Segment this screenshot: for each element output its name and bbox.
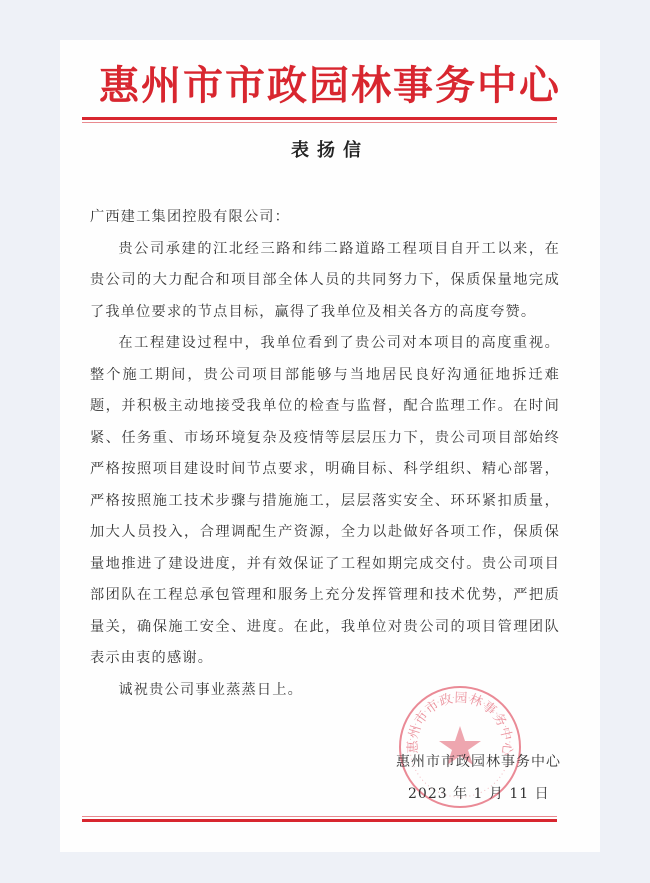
letter-page [60,40,600,852]
letterhead-divider [82,117,557,123]
document-title: 表扬信 [291,140,369,161]
letter-body [90,202,560,706]
signature-organization: 惠州市市政园林事务中心 [396,754,561,770]
closing-wish: 诚祝贵公司事业蒸蒸日上。 [118,681,304,698]
footer-divider [82,816,557,822]
paragraph-2: 在工程建设过程中，我单位看到了贵公司对本项目的高度重视。整个施工期间，贵公司项目部能够与当地居民良好沟通征地拆迁难题，并积极主动地接受我单位的检查与监督，配合监理工作。在时间紧、任务重、市场环境复杂及疫情等层层压力下，贵公司项目部始终严格按照项目建设时间节点要求，明确目标、科学组织、精心部署，严格按照施工技术步骤与措施施工，层层落实安全、环环紧扣质量，加大人员投入，合理调配生产资源，全力以赴做好各项工作，保质保量地推进了建设进度，并有效保证了工程如期完成交付。贵公司项目部团队在工程总承包管理和服务上充分发挥管理和技术优势，严把质量关，确保施工安全、进度。在此，我单位对贵公司的项目管理团队表示由衷的感谢。 [90,335,560,666]
svg-text:惠州市市政园林事务中心: 惠州市市政园林事务中心 [405,690,515,758]
signature-block [396,746,561,810]
paragraph-1: 贵公司承建的江北经三路和纬二路道路工程项目自开工以来，在贵公司的大力配合和项目部全体人员的共同努力下，保质保量地完成了我单位要求的节点目标，赢得了我单位及相关各方的高度夸赞。 [90,240,560,320]
signature-date: 2023 年 1 月 11 日 [408,786,550,802]
salutation: 广西建工集团控股有限公司： [90,209,291,225]
letterhead-title: 惠州市市政园林事务中心 [99,62,561,109]
